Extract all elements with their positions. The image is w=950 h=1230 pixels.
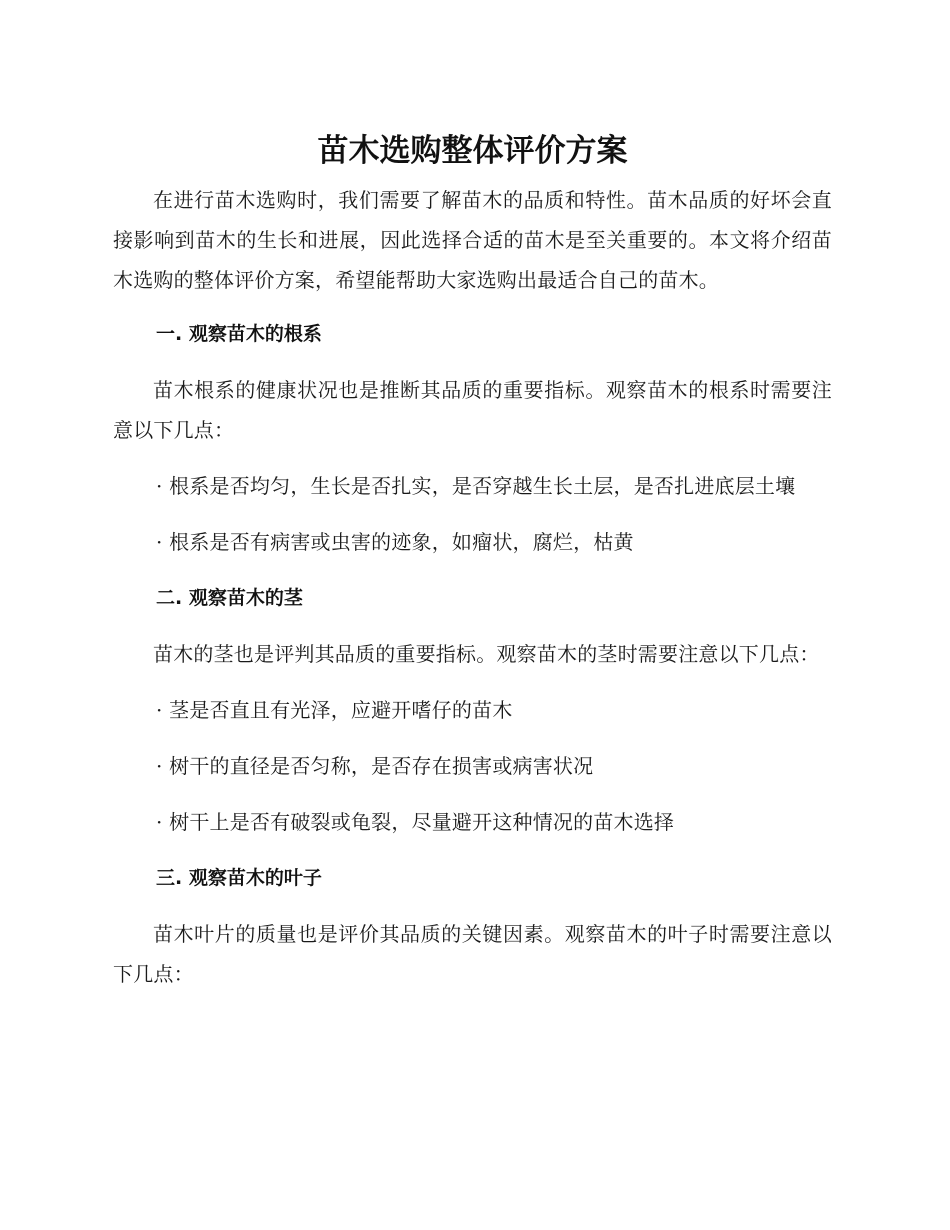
bullet-item: · 根系是否均匀，生长是否扎实，是否穿越生长土层，是否扎进底层土壤 xyxy=(156,474,796,498)
spacer xyxy=(113,562,832,578)
spacer xyxy=(113,730,832,746)
section-roots xyxy=(113,314,832,578)
section-paragraph: 苗木叶片的质量也是评价其品质的关键因素。观察苗木的叶子时需要注意以下几点： xyxy=(113,922,832,986)
spacer xyxy=(113,786,832,802)
section-paragraph: 苗木根系的健康状况也是推断其品质的重要指标。观察苗木的根系时需要注意以下几点： xyxy=(113,378,832,442)
bullet-item: · 树干的直径是否匀称，是否存在损害或病害状况 xyxy=(156,754,594,778)
spacer xyxy=(113,450,832,466)
spacer xyxy=(113,842,832,858)
spacer xyxy=(113,506,832,522)
spacer xyxy=(113,898,832,914)
spacer xyxy=(113,674,832,690)
section-heading: 二. 观察苗木的茎 xyxy=(156,587,303,609)
section-heading: 一. 观察苗木的根系 xyxy=(156,323,322,345)
section-heading: 三. 观察苗木的叶子 xyxy=(156,867,322,889)
spacer xyxy=(113,354,832,370)
document-title: 苗木选购整体评价方案 xyxy=(317,133,628,169)
section-leaves xyxy=(113,858,832,994)
spacer xyxy=(113,618,832,634)
bullet-item: · 树干上是否有破裂或龟裂，尽量避开这种情况的苗木选择 xyxy=(156,810,675,834)
spacer xyxy=(113,300,832,314)
intro-paragraph: 在进行苗木选购时，我们需要了解苗木的品质和特性。苗木品质的好坏会直接影响到苗木的生长和进展，因此选择合适的苗木是至关重要的。本文将介绍苗木选购的整体评价方案，希望能帮助大家选购出最适合自己的苗木。 xyxy=(113,188,832,292)
section-stem xyxy=(113,578,832,858)
section-paragraph: 苗木的茎也是评判其品质的重要指标。观察苗木的茎时需要注意以下几点： xyxy=(153,642,820,666)
bullet-item: · 根系是否有病害或虫害的迹象，如瘤状，腐烂，枯黄 xyxy=(156,530,634,554)
bullet-item: · 茎是否直且有光泽，应避开嗜仔的苗木 xyxy=(156,698,513,722)
